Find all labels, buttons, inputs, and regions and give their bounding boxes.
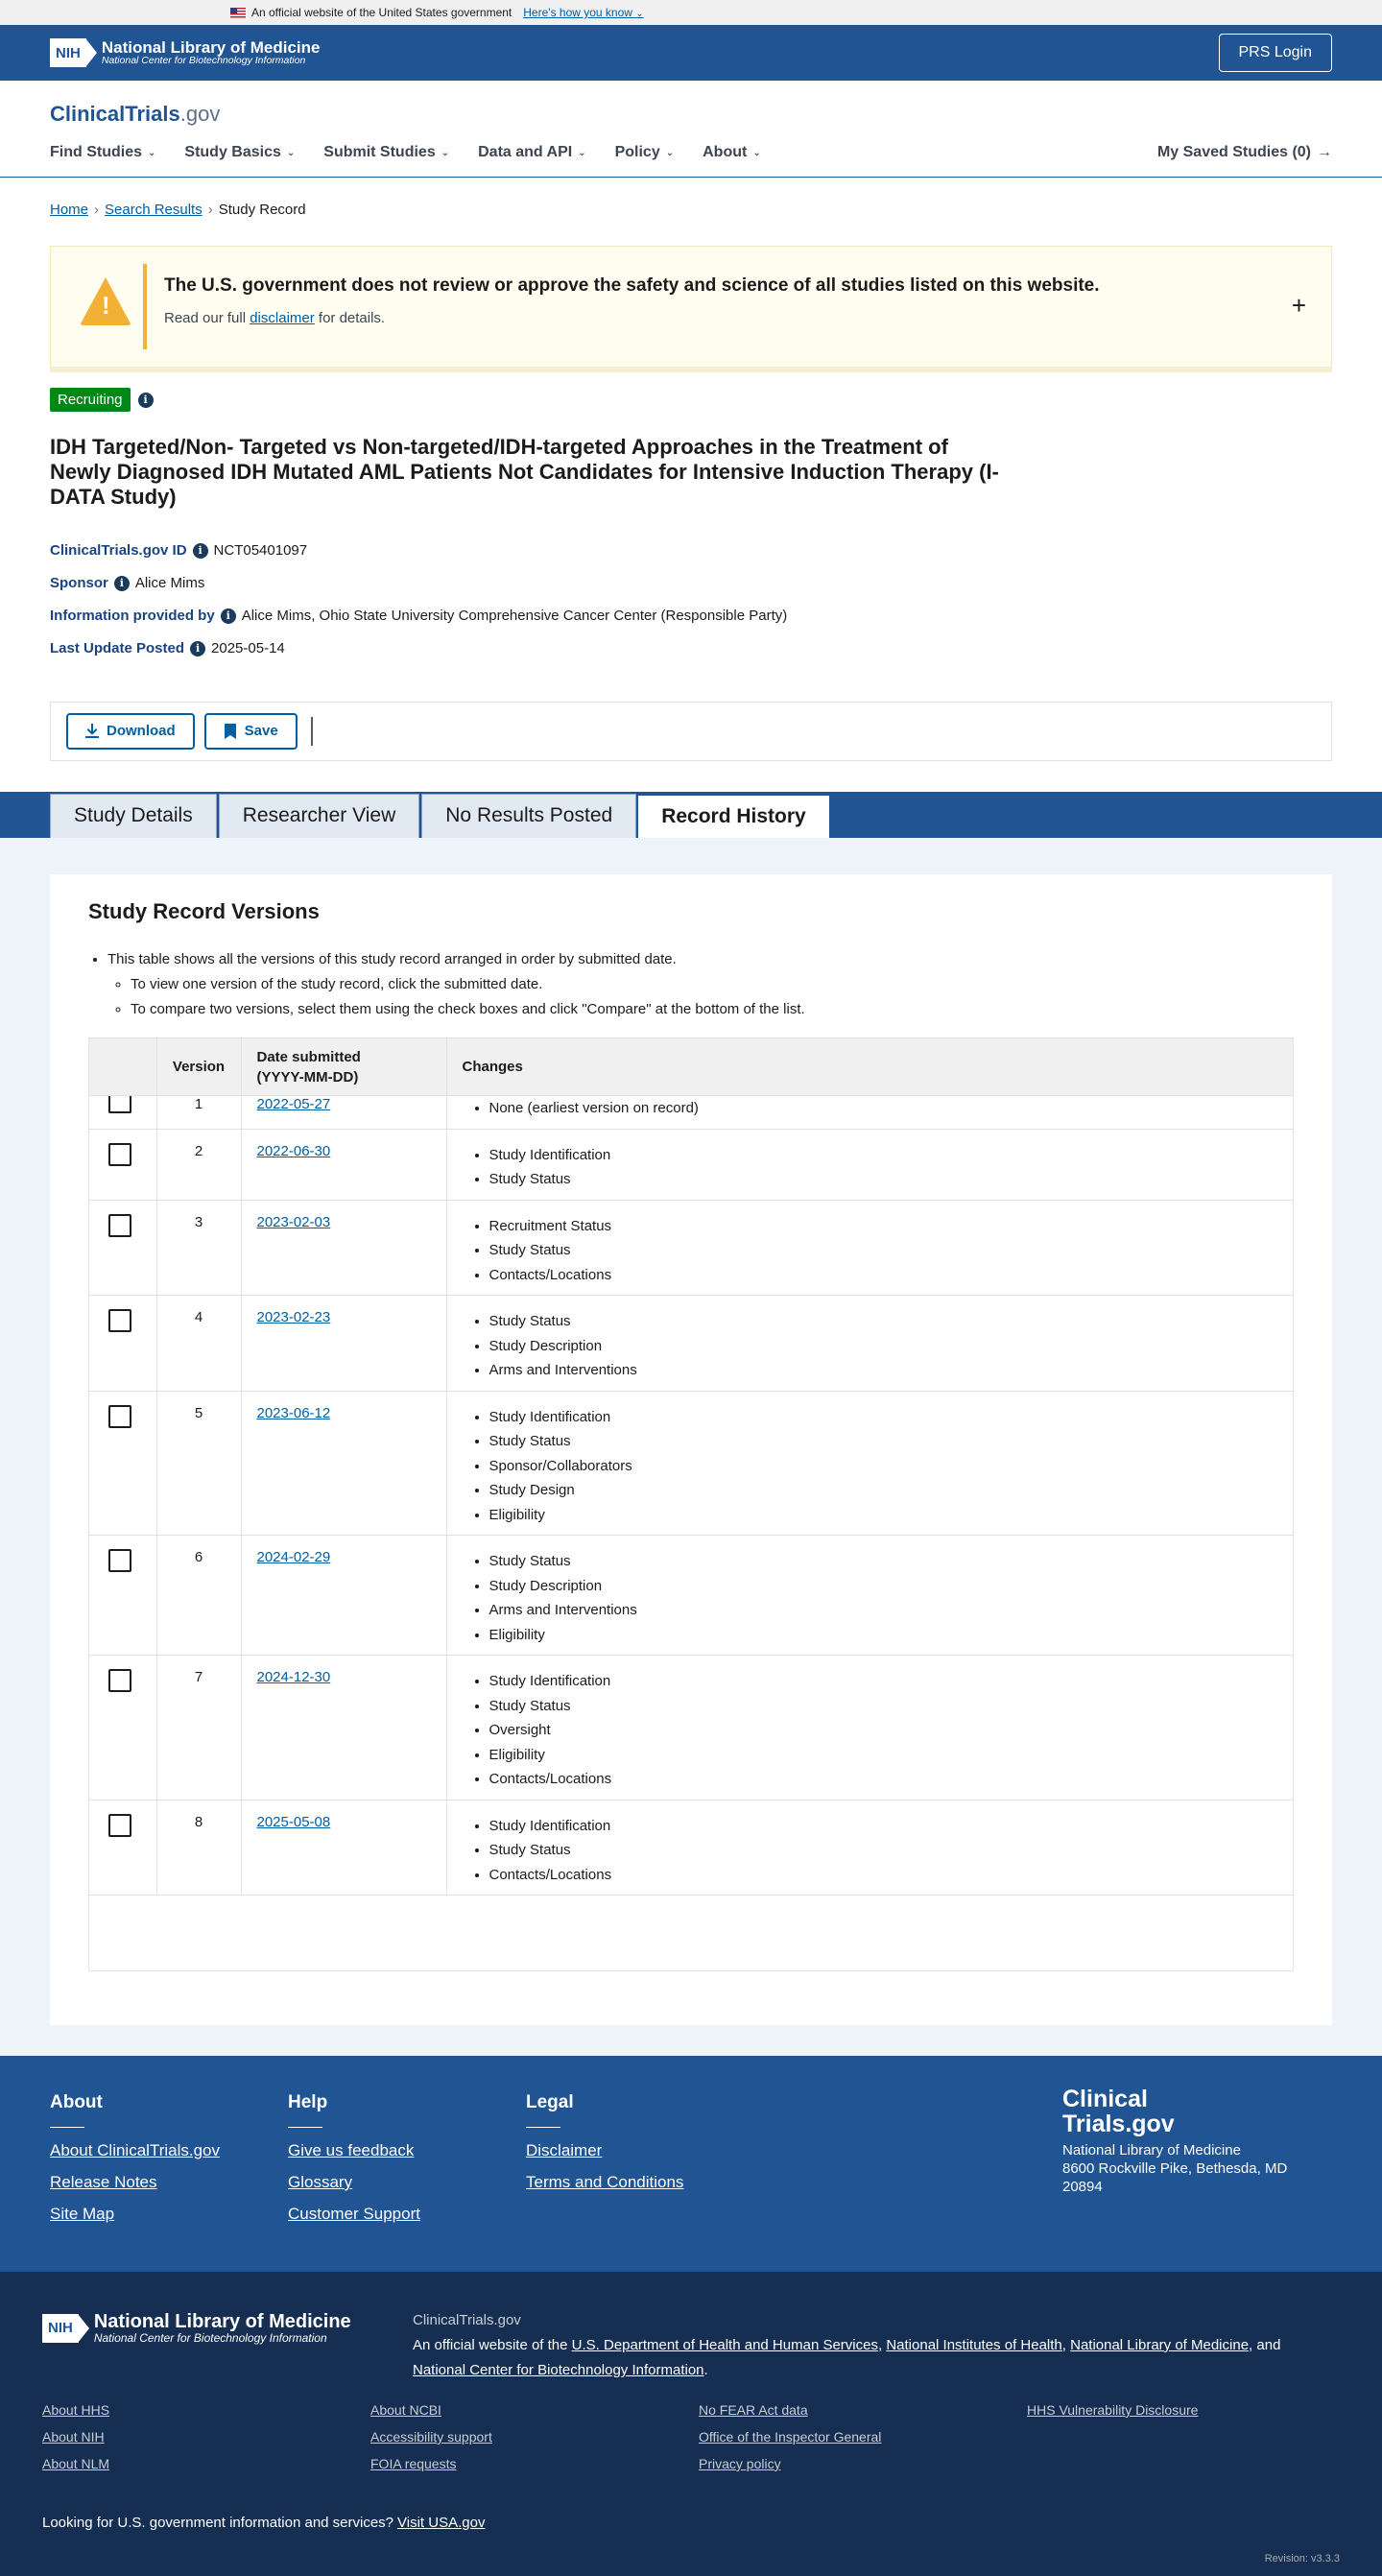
table-row xyxy=(89,1800,1293,1896)
change-item: • Study Status xyxy=(489,1167,1278,1192)
breadcrumb-home[interactable]: Home xyxy=(50,201,89,218)
versions-table xyxy=(88,1038,1294,1971)
change-item: • Study Identification xyxy=(489,1405,1278,1430)
study-header xyxy=(0,372,1382,665)
info-icon[interactable]: i xyxy=(190,641,205,656)
compare-checkbox[interactable] xyxy=(108,1669,131,1692)
change-item: • Study Status xyxy=(489,1309,1278,1334)
compare-checkbox[interactable] xyxy=(108,1814,131,1837)
footer-link-site-map[interactable]: Site Map xyxy=(50,2204,115,2223)
version-date-link[interactable]: 2023-02-23 xyxy=(256,1309,331,1326)
breadcrumb-current: Study Record xyxy=(218,201,306,218)
footer-help: Help Give us feedback Glossary Customer Support xyxy=(288,2091,420,2223)
changes-list xyxy=(463,1814,1278,1888)
nav-submit-studies[interactable]: Submit Studies ⌄ xyxy=(323,144,450,160)
arrow-right-icon: → xyxy=(1317,144,1332,160)
gov-banner xyxy=(0,0,1382,25)
footer2-link[interactable]: Privacy policy xyxy=(699,2455,781,2471)
footer-link-feedback[interactable]: Give us feedback xyxy=(288,2140,415,2159)
compare-checkbox[interactable] xyxy=(108,1309,131,1332)
compare-checkbox[interactable] xyxy=(108,1096,131,1113)
change-item: • Sponsor/Collaborators xyxy=(489,1454,1278,1479)
change-item: • Study Identification xyxy=(489,1669,1278,1694)
footer-brand xyxy=(1062,2087,1302,2197)
nlm-logo-subtitle: National Center for Biotechnology Information xyxy=(101,55,306,67)
change-item: • Contacts/Locations xyxy=(489,1767,1278,1792)
chevron-down-icon: ⌄ xyxy=(578,147,586,158)
save-button[interactable]: Save xyxy=(204,713,298,750)
heres-how-you-know-link[interactable]: Here's how you know ⌄ xyxy=(523,6,644,19)
status-badge: Recruiting xyxy=(50,388,131,412)
change-item: • Contacts/Locations xyxy=(489,1863,1278,1888)
site-header xyxy=(0,81,1382,178)
study-tabs xyxy=(0,792,1382,838)
usa-gov-prompt: Looking for U.S. government information and services? Visit USA.gov xyxy=(42,2514,486,2531)
disclaimer-link[interactable]: disclaimer xyxy=(250,310,315,326)
change-item: • Contacts/Locations xyxy=(489,1263,1278,1288)
nih-logo-mark: NIH xyxy=(42,2314,79,2343)
nav-about[interactable]: About ⌄ xyxy=(703,144,761,160)
chevron-down-icon: ⌄ xyxy=(441,147,450,158)
versions-card xyxy=(50,874,1332,2025)
nih-logo-mark: NIH xyxy=(50,38,86,67)
chevron-down-icon: ⌄ xyxy=(286,147,296,158)
tab-study-details[interactable]: Study Details xyxy=(50,794,217,838)
version-date-link[interactable]: 2022-06-30 xyxy=(256,1142,331,1159)
chevron-right-icon: › xyxy=(94,201,100,218)
chevron-right-icon: › xyxy=(207,201,213,218)
table-row xyxy=(89,1129,1293,1200)
last-update-value: 2025-05-14 xyxy=(211,640,285,657)
bookmark-icon xyxy=(224,724,237,739)
hhs-link[interactable]: U.S. Department of Health and Human Services xyxy=(571,2336,878,2353)
footer2-link[interactable]: FOIA requests xyxy=(370,2455,457,2471)
footer2-link[interactable]: About HHS xyxy=(42,2401,110,2418)
prs-login-button[interactable]: PRS Login xyxy=(1219,34,1333,72)
versions-intro: • This table shows all the versions of this study record arranged in order by submitted date. ◦ To view one version of the study record, click the submitted date. ◦ To compare two versions, select them using the check boxes and click "Compare" at the bottom of the list. xyxy=(107,947,1294,1022)
tab-no-results-posted[interactable]: No Results Posted xyxy=(421,794,636,838)
footer-nlm-logo[interactable]: NIH National Library of Medicine National Center for Biotechnology Information xyxy=(42,2312,351,2345)
disclaimer-alert xyxy=(50,246,1332,372)
changes-list xyxy=(463,1405,1278,1528)
download-button[interactable]: Download xyxy=(66,713,195,750)
change-item: • Study Description xyxy=(489,1574,1278,1599)
footer-link-terms[interactable]: Terms and Conditions xyxy=(526,2172,684,2191)
change-item: • Study Status xyxy=(489,1429,1278,1454)
record-history-section xyxy=(0,838,1382,2056)
tab-researcher-view[interactable]: Researcher View xyxy=(219,794,420,838)
compare-checkbox[interactable] xyxy=(108,1143,131,1166)
footer2-link[interactable]: No FEAR Act data xyxy=(699,2401,808,2418)
nav-study-basics[interactable]: Study Basics ⌄ xyxy=(184,144,296,160)
download-icon xyxy=(85,724,99,739)
study-id-value: NCT05401097 xyxy=(213,542,308,560)
change-item: • Study Status xyxy=(489,1838,1278,1863)
compare-checkbox[interactable] xyxy=(108,1405,131,1428)
last-update-row: Last Update Posted i 2025-05-14 xyxy=(50,640,285,657)
footer2-link[interactable]: About NLM xyxy=(42,2455,110,2471)
version-number: 2 xyxy=(156,1129,241,1200)
version-date-link[interactable]: 2024-02-29 xyxy=(256,1549,331,1566)
change-item: • Eligibility xyxy=(489,1623,1278,1648)
version-date-link[interactable]: 2023-02-03 xyxy=(256,1213,331,1230)
change-item: • Recruitment Status xyxy=(489,1214,1278,1239)
sponsor-value: Alice Mims xyxy=(134,575,205,592)
footer-link-about-clinicaltrials[interactable]: About ClinicalTrials.gov xyxy=(50,2140,220,2159)
change-item: • Arms and Interventions xyxy=(489,1358,1278,1383)
version-date-link[interactable]: 2023-06-12 xyxy=(256,1404,331,1421)
header-version: Version xyxy=(156,1038,241,1096)
table-row xyxy=(89,1200,1293,1296)
version-number: 6 xyxy=(156,1536,241,1656)
expand-plus-icon[interactable]: + xyxy=(1291,291,1306,320)
information-provided-value: Alice Mims, Ohio State University Comprehensive Cancer Center (Responsible Party) xyxy=(241,608,788,625)
compare-checkbox[interactable] xyxy=(108,1549,131,1572)
info-icon[interactable]: i xyxy=(114,576,130,591)
version-number: 5 xyxy=(156,1391,241,1536)
changes-list xyxy=(463,1309,1278,1383)
nih-link[interactable]: National Institutes of Health xyxy=(886,2336,1062,2353)
footer-clinicaltrials-logo[interactable]: Clinical Trials.gov xyxy=(1062,2085,1175,2138)
version-date-link[interactable]: 2025-05-08 xyxy=(256,1813,331,1830)
table-row xyxy=(89,1536,1293,1656)
version-number: 4 xyxy=(156,1296,241,1392)
footer2-link[interactable]: Accessibility support xyxy=(370,2428,492,2445)
footer-link-disclaimer[interactable]: Disclaimer xyxy=(526,2140,603,2159)
footer-about: About About ClinicalTrials.gov Release Notes Site Map xyxy=(50,2091,220,2223)
official-website-statement: ClinicalTrials.gov An official website of the U.S. Department of Health and Human Services, National Institutes of Health, National Library of Medicine, and National Center for Biotechnology Information. xyxy=(413,2311,1281,2378)
changes-list xyxy=(463,1669,1278,1792)
study-actions xyxy=(50,702,1332,761)
warning-icon: ! xyxy=(80,277,131,325)
study-id-row: ClinicalTrials.gov ID i NCT05401097 xyxy=(50,542,308,560)
version-date-link[interactable]: 2024-12-30 xyxy=(256,1669,331,1686)
footer2-link[interactable]: HHS Vulnerability Disclosure xyxy=(1027,2401,1199,2418)
us-flag-icon xyxy=(230,8,246,18)
breadcrumb-search-results[interactable]: Search Results xyxy=(105,201,203,218)
nav-find-studies[interactable]: Find Studies ⌄ xyxy=(50,144,156,160)
footer2-link[interactable]: Office of the Inspector General xyxy=(699,2428,882,2445)
info-icon[interactable]: i xyxy=(138,393,154,408)
change-item: • Study Identification xyxy=(489,1814,1278,1839)
change-item: • None (earliest version on record) xyxy=(489,1096,1278,1121)
change-item: • Study Description xyxy=(489,1334,1278,1359)
change-item: • Study Identification xyxy=(489,1143,1278,1168)
study-title: IDH Targeted/Non- Targeted vs Non-targeted/IDH-targeted Approaches in the Treatment of Newly Diagnosed IDH Mutated AML Patients Not Candidates for Intensive Induction Therapy (I- DATA Study) xyxy=(50,435,999,509)
table-row xyxy=(89,1096,1293,1130)
sponsor-row: Sponsor i Alice Mims xyxy=(50,575,205,592)
tab-record-history[interactable]: Record History xyxy=(638,796,829,838)
versions-heading: Study Record Versions xyxy=(88,898,320,923)
change-item: • Eligibility xyxy=(489,1503,1278,1528)
clinicaltrials-logo[interactable]: ClinicalTrials.gov xyxy=(50,102,221,126)
breadcrumb xyxy=(0,178,1382,241)
nlm-link[interactable]: National Library of Medicine xyxy=(1070,2336,1250,2353)
ncbi-link[interactable]: National Center for Biotechnology Information xyxy=(413,2361,704,2378)
nav-policy[interactable]: Policy ⌄ xyxy=(614,144,675,160)
changes-list xyxy=(463,1214,1278,1288)
header-date-submitted: Date submitted (YYYY-MM-DD) xyxy=(241,1038,446,1096)
info-icon[interactable]: i xyxy=(221,608,236,624)
nih-header xyxy=(0,25,1382,81)
change-item: • Eligibility xyxy=(489,1743,1278,1768)
changes-list xyxy=(463,1143,1278,1192)
footer-address: National Library of Medicine 8600 Rockville Pike, Bethesda, MD 20894 xyxy=(1062,2142,1288,2195)
changes-list xyxy=(463,1096,1278,1121)
header-changes: Changes xyxy=(446,1038,1293,1096)
footer-link-glossary[interactable]: Glossary xyxy=(288,2172,353,2191)
version-date-link[interactable]: 2022-05-27 xyxy=(256,1096,331,1113)
version-number: 7 xyxy=(156,1656,241,1801)
change-item: • Arms and Interventions xyxy=(489,1598,1278,1623)
compare-checkbox[interactable] xyxy=(108,1214,131,1237)
change-item: • Study Status xyxy=(489,1549,1278,1574)
change-item: • Study Status xyxy=(489,1694,1278,1719)
table-row xyxy=(89,1296,1293,1392)
nav-data-and-api[interactable]: Data and API ⌄ xyxy=(478,144,586,160)
footer-legal: Legal Disclaimer Terms and Conditions xyxy=(526,2091,684,2191)
change-item: • Oversight xyxy=(489,1718,1278,1743)
version-number: 8 xyxy=(156,1800,241,1896)
gov-banner-text: An official website of the United States government xyxy=(251,6,512,19)
footer-link-release-notes[interactable]: Release Notes xyxy=(50,2172,157,2191)
footer2-link[interactable]: About NIH xyxy=(42,2428,105,2445)
info-icon[interactable]: i xyxy=(193,543,208,559)
chevron-down-icon: ⌄ xyxy=(665,147,675,158)
nlm-logo-title: National Library of Medicine xyxy=(101,37,321,57)
chevron-down-icon: ⌄ xyxy=(752,147,761,158)
site-footer xyxy=(0,2056,1382,2272)
alert-text: Read our full disclaimer for details. xyxy=(164,310,386,326)
table-row xyxy=(89,1391,1293,1536)
alert-title: The U.S. government does not review or approve the safety and science of all studies listed on this website. xyxy=(164,275,1100,296)
main-nav xyxy=(50,144,1332,161)
change-item: • Study Design xyxy=(489,1478,1278,1503)
visit-usa-gov-link[interactable]: Visit USA.gov xyxy=(397,2514,486,2531)
nlm-logo[interactable] xyxy=(50,38,321,67)
table-row xyxy=(89,1656,1293,1801)
change-item: • Study Status xyxy=(489,1238,1278,1263)
revision-text: Revision: v3.3.3 xyxy=(1264,2552,1340,2564)
chevron-down-icon: ⌄ xyxy=(148,147,156,158)
changes-list xyxy=(463,1549,1278,1647)
footer2-link[interactable]: About NCBI xyxy=(370,2401,441,2418)
footer-link-customer-support[interactable]: Customer Support xyxy=(288,2204,420,2223)
my-saved-studies-link[interactable]: My Saved Studies (0) → xyxy=(1156,144,1332,160)
nlm-footer xyxy=(0,2272,1382,2576)
information-provided-row: Information provided by i Alice Mims, Ohio State University Comprehensive Cancer Center (Responsible Party) xyxy=(50,608,788,625)
version-number: 3 xyxy=(156,1200,241,1296)
version-number: 1 xyxy=(156,1096,241,1130)
